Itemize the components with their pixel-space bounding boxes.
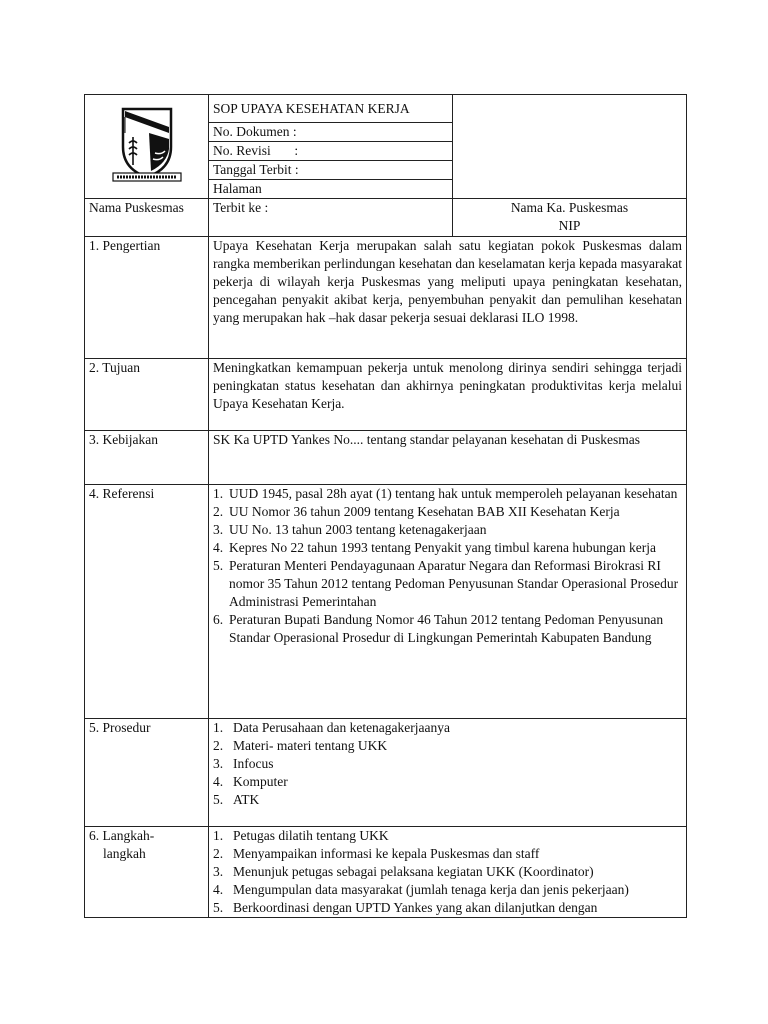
no-dokumen: No. Dokumen : [209,123,453,142]
list-item: 6. Peraturan Bupati Bandung Nomor 46 Tahun 2012 tentang Pedoman Penyusunan Standar Operasional Prosedur di Lingkungan Pemerintah Kabupaten Bandung [213,612,664,645]
list-item: 4. Komputer [213,774,288,789]
nip-label: NIP [558,218,581,233]
list-item: 3. Infocus [213,756,274,771]
pengertian-text: Upaya Kesehatan Kerja merupakan salah satu kegiatan pokok Puskesmas dalam rangka memberikan perlindungan kesehatan dan keselamatan kerja kepada masyarakat pekerja di wilayah kerja Puskesmas yang meliputi upaya peningkatan kesehatan, pencegahan penyakit akibat kerja, penyembuhan penyakit dan pemulihan kesehatan yang merupakan hak –hak dasar pekerja sesuai deklarasi ILO 1998. [209,237,687,359]
logo-cell [85,95,209,199]
langkah-label [85,827,209,918]
list-item: 1. Petugas dilatih tentang UKK [213,828,389,843]
list-item: 3. Menunjuk petugas sebagai pelaksana kegiatan UKK (Koordinator) [213,864,594,879]
list-item: 2. UU Nomor 36 tahun 2009 tentang Kesehatan BAB XII Kesehatan Kerja [213,504,620,519]
pengertian-label: 1. Pengertian [85,237,209,359]
nama-puskesmas-label: Nama Puskesmas [85,199,209,237]
list-item: 4. Mengumpulan data masyarakat (jumlah tenaga kerja dan jenis pekerjaan) [213,882,629,897]
tujuan-text: Meningkatkan kemampuan pekerja untuk menolong dirinya sendiri sehingga terjadi peningkatan status kesehatan dan akhirnya peningkatan produktivitas kerja melalui Upaya Kesehatan Kerja. [209,359,687,431]
signature-cell [453,199,687,237]
referensi-list [213,485,682,647]
halaman: Halaman [209,180,453,199]
referensi-cell [209,485,687,719]
referensi-label: 4. Referensi [85,485,209,719]
langkah-label-line1: 6. Langkah- [89,828,155,843]
doc-title: SOP UPAYA KESEHATAN KERJA [209,95,453,123]
list-item: 4. Kepres No 22 tahun 1993 tentang Penyakit yang timbul karena hubungan kerja [213,540,657,555]
list-item: 1. UUD 1945, pasal 28h ayat (1) tentang hak untuk memperoleh pelayanan kesehatan [213,486,678,501]
tanggal-terbit: Tanggal Terbit : [209,161,453,180]
prosedur-cell [209,719,687,827]
sop-table [84,94,687,918]
list-item: 2. Menyampaikan informasi ke kepala Puskesmas dan staff [213,846,540,861]
list-item: 5. Berkoordinasi dengan UPTD Yankes yang akan dilanjutkan dengan [213,900,598,915]
list-item: 5. Peraturan Menteri Pendayagunaan Aparatur Negara dan Reformasi Birokrasi RI nomor 35 Tahun 2012 tentang Pedoman Penyusunan Standar Operasional Prosedur Administrasi Pemerintahan [213,558,679,609]
no-revisi: No. Revisi : [209,142,453,161]
prosedur-label: 5. Prosedur [85,719,209,827]
list-item: 5. ATK [213,792,260,807]
kebijakan-text: SK Ka UPTD Yankes No.... tentang standar pelayanan kesehatan di Puskesmas [209,431,687,485]
prosedur-list [213,719,682,809]
terbit-ke: Terbit ke : [209,199,453,237]
tujuan-label: 2. Tujuan [85,359,209,431]
langkah-list [213,827,682,917]
list-item: 2. Materi- materi tentang UKK [213,738,388,753]
header-blank-cell [453,95,687,199]
kebijakan-label: 3. Kebijakan [85,431,209,485]
nama-ka-puskesmas: Nama Ka. Puskesmas [510,200,629,215]
list-item: 3. UU No. 13 tahun 2003 tentang ketenagakerjaan [213,522,487,537]
langkah-cell [209,827,687,918]
sop-document [84,94,686,918]
list-item: 1. Data Perusahaan dan ketenagakerjaanya [213,720,451,735]
kabupaten-bandung-logo [111,103,183,185]
langkah-label-line2: langkah [103,846,146,861]
